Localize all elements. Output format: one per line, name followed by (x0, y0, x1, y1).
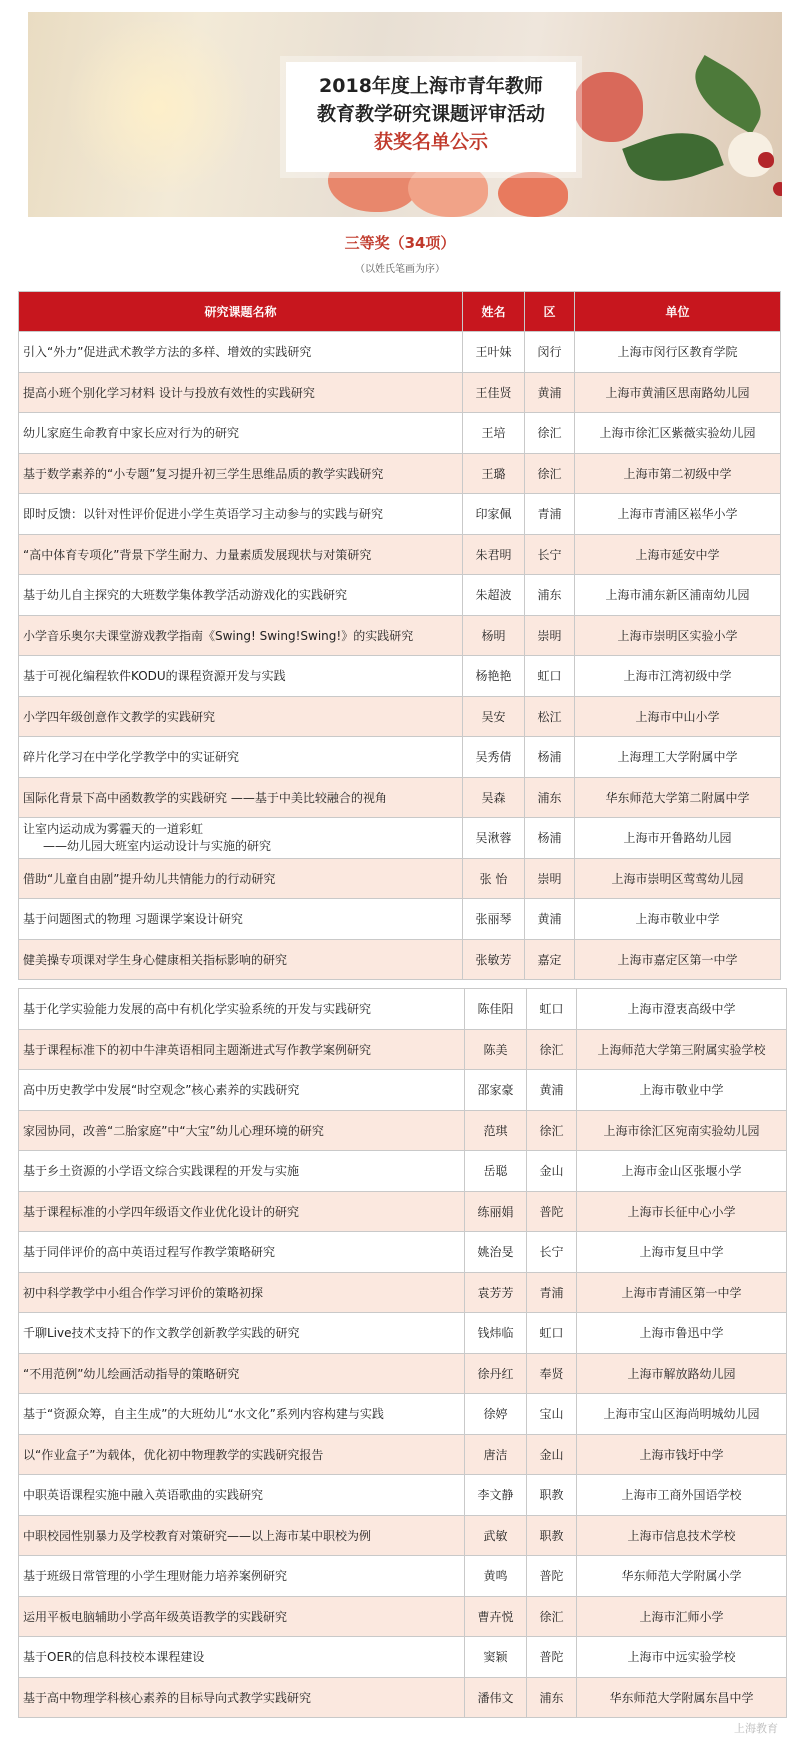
unit-cell: 上海市嘉定区第一中学 (575, 939, 781, 980)
topic-cell (19, 939, 463, 980)
name-cell: 张丽琴 (463, 899, 525, 940)
topic-text: 基于高中物理学科核心素养的目标导向式教学实践研究 (23, 1690, 312, 1705)
district-cell: 长宁 (527, 1232, 577, 1273)
topic-cell (19, 1110, 465, 1151)
name-cell: 吴安 (463, 696, 525, 737)
district-cell: 徐汇 (525, 413, 575, 454)
topic-text: 基于数学素养的“小专题”复习提升初三学生思维品质的教学实践研究 (23, 466, 384, 481)
unit-cell: 上海市开鲁路幼儿园 (575, 818, 781, 859)
name-cell: 武敏 (465, 1515, 527, 1556)
name-cell: 王璐 (463, 453, 525, 494)
name-cell: 姚治旻 (465, 1232, 527, 1273)
unit-cell: 上海市钱圩中学 (577, 1434, 787, 1475)
district-cell: 徐汇 (525, 453, 575, 494)
name-cell: 李文静 (465, 1475, 527, 1516)
district-cell: 宝山 (527, 1394, 577, 1435)
name-cell: 张敏芳 (463, 939, 525, 980)
topic-cell (19, 1272, 465, 1313)
district-cell: 职教 (527, 1515, 577, 1556)
table-row (19, 494, 781, 535)
unit-cell: 上海市解放路幼儿园 (577, 1353, 787, 1394)
name-cell: 岳聪 (465, 1151, 527, 1192)
name-cell: 朱君明 (463, 534, 525, 575)
unit-cell: 上海市徐汇区宛南实验幼儿园 (577, 1110, 787, 1151)
name-cell: 邵家豪 (465, 1070, 527, 1111)
topic-cell (19, 1677, 465, 1718)
flower-decoration (498, 172, 568, 217)
topic-text: 以“作业盒子”为载体，优化初中物理教学的实践研究报告 (23, 1447, 324, 1462)
topic-cell (19, 453, 463, 494)
topic-cell (19, 575, 463, 616)
topic-text: 碎片化学习在中学化学教学中的实证研究 (23, 750, 240, 765)
unit-cell: 上海市徐汇区紫薇实验幼儿园 (575, 413, 781, 454)
district-cell: 嘉定 (525, 939, 575, 980)
table-row (19, 1556, 787, 1597)
table-row (19, 1596, 787, 1637)
topic-cell (19, 1394, 465, 1435)
awards-table-part2 (18, 988, 787, 1718)
table-row (19, 534, 781, 575)
topic-text: 小学音乐奥尔夫课堂游戏教学指南《Swing! Swing!Swing!》的实践研究 (23, 628, 414, 643)
topic-text: 引入“外力”促进武术教学方法的多样、增效的实践研究 (23, 345, 312, 360)
name-cell: 王叶妹 (463, 332, 525, 373)
topic-cell (19, 858, 463, 899)
unit-cell: 上海市崇明区莺莺幼儿园 (575, 858, 781, 899)
table-row (19, 1677, 787, 1718)
unit-cell: 上海市浦东新区浦南幼儿园 (575, 575, 781, 616)
topic-text: 基于课程标准的小学四年级语文作业优化设计的研究 (23, 1204, 300, 1219)
name-cell: 王佳贤 (463, 372, 525, 413)
unit-cell: 上海市鲁迅中学 (577, 1313, 787, 1354)
topic-cell (19, 494, 463, 535)
name-cell: 吴湫蓉 (463, 818, 525, 859)
table-row (19, 1313, 787, 1354)
topic-text: 基于问题图式的物理 习题课学案设计研究 (23, 912, 243, 927)
topic-text: 基于OER的信息科技校本课程建设 (23, 1650, 205, 1665)
table-row (19, 413, 781, 454)
table-row (19, 1110, 787, 1151)
header-name: 姓名 (463, 292, 525, 332)
district-cell: 杨浦 (525, 737, 575, 778)
watermark: 上海教育 (734, 1722, 778, 1735)
unit-cell: 上海市延安中学 (575, 534, 781, 575)
berry-decoration (773, 182, 782, 196)
unit-cell: 上海市工商外国语学校 (577, 1475, 787, 1516)
table-row (19, 332, 781, 373)
topic-text: 借助“儿童自由剧”提升幼儿共情能力的行动研究 (23, 871, 276, 886)
topic-cell (19, 1637, 465, 1678)
topic-text: 基于可视化编程软件KODU的课程资源开发与实践 (23, 669, 286, 684)
table-row (19, 1515, 787, 1556)
topic-text: 幼儿家庭生命教育中家长应对行为的研究 (23, 426, 240, 441)
table-row (19, 1394, 787, 1435)
topic-text: 基于课程标准下的初中牛津英语相同主题渐进式写作教学案例研究 (23, 1042, 372, 1057)
unit-cell: 上海市金山区张堰小学 (577, 1151, 787, 1192)
district-cell: 普陀 (527, 1556, 577, 1597)
name-cell: 范琪 (465, 1110, 527, 1151)
table-row (19, 575, 781, 616)
district-cell: 虹口 (525, 656, 575, 697)
topic-subtitle: ——幼儿园大班室内运动设计与实施的研究 (43, 838, 272, 853)
topic-cell (19, 1313, 465, 1354)
topic-cell (19, 696, 463, 737)
unit-cell: 上海市澄衷高级中学 (577, 989, 787, 1030)
table-row (19, 1475, 787, 1516)
name-cell: 窦颖 (465, 1637, 527, 1678)
table-row (19, 1151, 787, 1192)
leaf-decoration (682, 55, 774, 134)
topic-cell (19, 1232, 465, 1273)
topic-cell (19, 372, 463, 413)
district-cell: 金山 (527, 1151, 577, 1192)
unit-cell: 上海理工大学附属中学 (575, 737, 781, 778)
topic-cell (19, 989, 465, 1030)
district-cell: 虹口 (527, 989, 577, 1030)
unit-cell: 华东师范大学第二附属中学 (575, 777, 781, 818)
name-cell: 徐婷 (465, 1394, 527, 1435)
name-cell: 杨艳艳 (463, 656, 525, 697)
name-cell: 潘伟文 (465, 1677, 527, 1718)
district-cell: 青浦 (527, 1272, 577, 1313)
unit-cell: 上海市长征中心小学 (577, 1191, 787, 1232)
topic-text: 基于化学实验能力发展的高中有机化学实验系统的开发与实践研究 (23, 1002, 372, 1017)
name-cell: 袁芳芳 (465, 1272, 527, 1313)
unit-cell: 上海市汇师小学 (577, 1596, 787, 1637)
table-row (19, 1637, 787, 1678)
topic-text: 初中科学教学中小组合作学习评价的策略初探 (23, 1285, 264, 1300)
district-cell: 浦东 (525, 777, 575, 818)
unit-cell: 上海市敬业中学 (575, 899, 781, 940)
topic-cell (19, 818, 463, 859)
header-topic: 研究课题名称 (19, 292, 463, 332)
unit-cell: 上海市青浦区崧华小学 (575, 494, 781, 535)
header-unit: 单位 (575, 292, 781, 332)
table-row (19, 656, 781, 697)
table-row (19, 1232, 787, 1273)
topic-cell (19, 1070, 465, 1111)
district-cell: 普陀 (527, 1637, 577, 1678)
header-district: 区 (525, 292, 575, 332)
name-cell: 张 怡 (463, 858, 525, 899)
table-row (19, 1191, 787, 1232)
topic-text: 运用平板电脑辅助小学高年级英语教学的实践研究 (23, 1609, 288, 1624)
banner-light (58, 22, 258, 192)
name-cell: 吴秀倩 (463, 737, 525, 778)
unit-cell: 上海市敬业中学 (577, 1070, 787, 1111)
page-title-line1: 2018年度上海市青年教师 (319, 75, 543, 97)
topic-text: “高中体育专项化”背景下学生耐力、力量素质发展现状与对策研究 (23, 547, 372, 562)
table-row (19, 1353, 787, 1394)
table-row (19, 1029, 787, 1070)
unit-cell: 上海市复旦中学 (577, 1232, 787, 1273)
topic-cell (19, 899, 463, 940)
district-cell: 黄浦 (525, 372, 575, 413)
table-row (19, 939, 781, 980)
name-cell: 曹卉悦 (465, 1596, 527, 1637)
table-row (19, 858, 781, 899)
name-cell: 印家佩 (463, 494, 525, 535)
topic-cell (19, 1353, 465, 1394)
topic-cell (19, 777, 463, 818)
district-cell: 松江 (525, 696, 575, 737)
topic-text: 千聊Live技术支持下的作文教学创新教学实践的研究 (23, 1326, 300, 1341)
topic-text: 家园协同，改善“二胎家庭”中“大宝”幼儿心理环境的研究 (23, 1123, 324, 1138)
unit-cell: 上海市宝山区海尚明城幼儿园 (577, 1394, 787, 1435)
table-row (19, 899, 781, 940)
unit-cell: 上海市江湾初级中学 (575, 656, 781, 697)
unit-cell: 上海市青浦区第一中学 (577, 1272, 787, 1313)
unit-cell: 上海师范大学第三附属实验学校 (577, 1029, 787, 1070)
district-cell: 职教 (527, 1475, 577, 1516)
district-cell: 金山 (527, 1434, 577, 1475)
district-cell: 青浦 (525, 494, 575, 535)
unit-cell: 上海市中山小学 (575, 696, 781, 737)
table-row (19, 1434, 787, 1475)
name-cell: 钱炜临 (465, 1313, 527, 1354)
district-cell: 虹口 (527, 1313, 577, 1354)
unit-cell: 上海市中远实验学校 (577, 1637, 787, 1678)
page-subtitle: 获奖名单公示 (373, 131, 488, 153)
name-cell: 吴森 (463, 777, 525, 818)
topic-text: 让室内运动成为雾霾天的一道彩虹 (23, 821, 204, 836)
topic-text: 即时反馈：以针对性评价促进小学生英语学习主动参与的实践与研究 (23, 507, 384, 522)
table-row (19, 777, 781, 818)
name-cell: 陈美 (465, 1029, 527, 1070)
name-cell: 杨明 (463, 615, 525, 656)
district-cell: 徐汇 (527, 1110, 577, 1151)
topic-cell (19, 1029, 465, 1070)
title-box (286, 62, 576, 172)
name-cell: 徐丹红 (465, 1353, 527, 1394)
district-cell: 徐汇 (527, 1596, 577, 1637)
topic-cell (19, 1515, 465, 1556)
table-row (19, 615, 781, 656)
unit-cell: 上海市崇明区实验小学 (575, 615, 781, 656)
district-cell: 徐汇 (527, 1029, 577, 1070)
topic-text: 高中历史教学中发展“时空观念”核心素养的实践研究 (23, 1083, 300, 1098)
award-section-title: 三等奖（34项） (344, 234, 456, 252)
district-cell: 长宁 (525, 534, 575, 575)
topic-text: 基于乡土资源的小学语文综合实践课程的开发与实施 (23, 1164, 300, 1179)
district-cell: 闵行 (525, 332, 575, 373)
topic-cell (19, 1475, 465, 1516)
topic-text: 基于同伴评价的高中英语过程写作教学策略研究 (23, 1245, 276, 1260)
district-cell: 普陀 (527, 1191, 577, 1232)
topic-cell (19, 1434, 465, 1475)
table-header-row (19, 292, 781, 332)
topic-cell (19, 534, 463, 575)
name-cell: 唐洁 (465, 1434, 527, 1475)
page-title-line2: 教育教学研究课题评审活动 (316, 103, 545, 125)
unit-cell: 上海市黄浦区思南路幼儿园 (575, 372, 781, 413)
topic-text: 基于“资源众筹，自主生成”的大班幼儿“水文化”系列内容构建与实践 (23, 1407, 384, 1422)
district-cell: 浦东 (527, 1677, 577, 1718)
district-cell: 浦东 (525, 575, 575, 616)
topic-text: 提高小班个别化学习材料 设计与投放有效性的实践研究 (23, 385, 315, 400)
topic-cell (19, 615, 463, 656)
topic-text: 国际化背景下高中函数教学的实践研究 ——基于中美比较融合的视角 (23, 790, 387, 805)
topic-text: 基于班级日常管理的小学生理财能力培养案例研究 (23, 1569, 288, 1584)
name-cell: 练丽娟 (465, 1191, 527, 1232)
table-row (19, 1070, 787, 1111)
table-row (19, 696, 781, 737)
table-row (19, 453, 781, 494)
table-row (19, 737, 781, 778)
table-row (19, 818, 781, 859)
topic-cell (19, 1191, 465, 1232)
berry-decoration (758, 152, 774, 168)
topic-text: 健美操专项课对学生身心健康相关指标影响的研究 (23, 952, 288, 967)
awards-table-part1 (18, 291, 781, 980)
sort-note: （以姓氏笔画为序） (355, 264, 445, 275)
unit-cell: 华东师范大学附属东昌中学 (577, 1677, 787, 1718)
topic-text: “不用范例”幼儿绘画活动指导的策略研究 (23, 1366, 240, 1381)
topic-text: 中职英语课程实施中融入英语歌曲的实践研究 (23, 1488, 264, 1503)
district-cell: 黄浦 (527, 1070, 577, 1111)
topic-cell (19, 737, 463, 778)
header-banner (28, 12, 782, 217)
topic-text: 中职校园性别暴力及学校教育对策研究——以上海市某中职校为例 (23, 1528, 372, 1543)
flower-decoration (573, 72, 643, 142)
table-row (19, 1272, 787, 1313)
topic-text: 小学四年级创意作文教学的实践研究 (23, 709, 216, 724)
unit-cell: 华东师范大学附属小学 (577, 1556, 787, 1597)
unit-cell: 上海市第二初级中学 (575, 453, 781, 494)
topic-cell (19, 413, 463, 454)
unit-cell: 上海市信息技术学校 (577, 1515, 787, 1556)
leaf-decoration (622, 118, 724, 196)
name-cell: 陈佳阳 (465, 989, 527, 1030)
district-cell: 崇明 (525, 858, 575, 899)
topic-cell (19, 1556, 465, 1597)
name-cell: 朱超波 (463, 575, 525, 616)
topic-cell (19, 1596, 465, 1637)
district-cell: 黄浦 (525, 899, 575, 940)
table-row (19, 989, 787, 1030)
topic-text: 基于幼儿自主探究的大班数学集体教学活动游戏化的实践研究 (23, 588, 348, 603)
district-cell: 杨浦 (525, 818, 575, 859)
name-cell: 王培 (463, 413, 525, 454)
name-cell: 黄鸣 (465, 1556, 527, 1597)
district-cell: 奉贤 (527, 1353, 577, 1394)
table-row (19, 372, 781, 413)
district-cell: 崇明 (525, 615, 575, 656)
topic-cell (19, 656, 463, 697)
topic-cell (19, 1151, 465, 1192)
unit-cell: 上海市闵行区教育学院 (575, 332, 781, 373)
topic-cell (19, 332, 463, 373)
